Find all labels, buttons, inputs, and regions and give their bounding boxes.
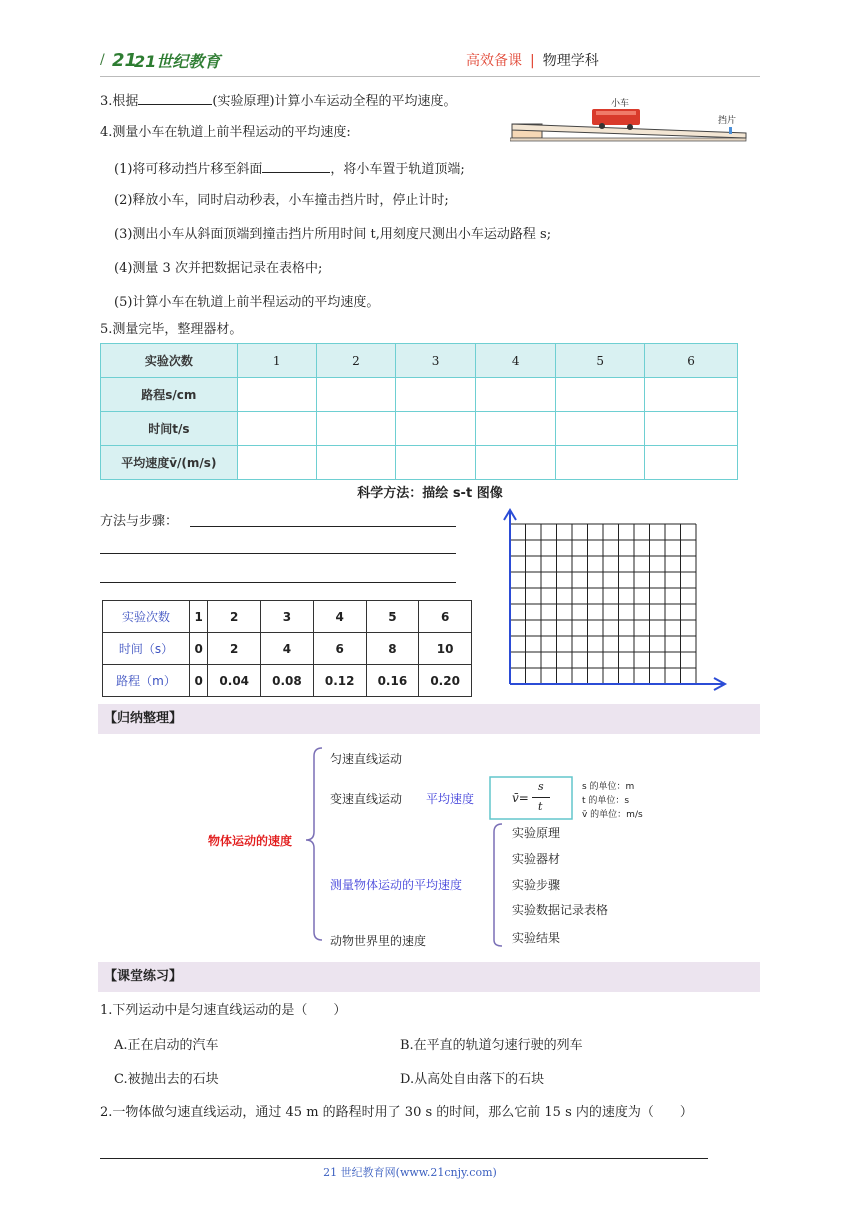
table-cell[interactable] [395,412,475,446]
row-label: 时间（s） [103,633,190,665]
table-cell[interactable] [237,378,316,412]
step-4: 4.测量小车在轨道上前半程运动的平均速度: [100,125,351,140]
table-cell: 4 [313,601,366,633]
table-cell: 6 [313,633,366,665]
table-cell[interactable] [556,378,645,412]
step-4-1 [114,158,465,179]
table-cell: 2 [208,601,261,633]
table-cell[interactable] [645,446,738,480]
table-cell: 4 [261,633,314,665]
q1-option-d[interactable]: D.从高处自由落下的石块 [400,1072,545,1087]
data-table [100,343,738,480]
header-subject-b: 物理学科 [542,53,599,69]
table-cell: 0 [190,665,208,697]
row-label: 平均速度v̄/(m/s) [101,446,238,480]
table-cell: 1 [190,601,208,633]
method-label-text: 方法与步骤： [100,514,179,529]
header-subject [466,50,599,70]
table-cell[interactable] [237,412,316,446]
method-label [100,513,178,531]
table-cell: 5 [366,601,419,633]
step-3-a: 3.根据 [100,94,139,109]
step-4-1-a: (1)将可移动挡片移至斜面 [114,162,263,177]
summary-title: 【归纳整理】 [98,704,760,734]
table-cell[interactable] [316,446,395,480]
svg-text:21: 21 [112,50,138,71]
table-row [101,446,738,480]
stopper-label: 挡片 [718,116,737,126]
method-blank-3 [100,582,456,583]
mindmap-item: 实验器材 [512,852,561,866]
table-header-cell: 6 [645,344,738,378]
step-3-b: (实验原理)计算小车运动全程的平均速度。 [212,94,457,109]
table-cell: 0.12 [313,665,366,697]
step-4-1-b: ，将小车置于轨道顶端; [330,162,465,177]
unit-s: s 的单位：m [582,782,635,792]
table-header-cell: 1 [237,344,316,378]
method-blank-1 [190,526,456,527]
table-row [103,601,472,633]
header-rule [100,76,760,77]
table-cell[interactable] [316,412,395,446]
table-row [101,378,738,412]
table-cell: 0.16 [366,665,419,697]
step-4-2: (2)释放小车，同时启动秒表，小车撞击挡片时，停止计时; [114,193,449,208]
question-2: 2.一物体做匀速直线运动，通过 45 m 的路程时用了 30 s 的时间，那么它前 15 s 内的速度为（ ） [100,1105,693,1120]
q1-option-a[interactable]: A.正在启动的汽车 [114,1038,219,1053]
table-cell: 6 [419,601,472,633]
step-3 [100,90,457,111]
mindmap-root: 物体运动的速度 [208,834,293,848]
car-label: 小车 [611,99,630,109]
table-cell: 2 [208,633,261,665]
table-cell: 0 [190,633,208,665]
step-4-4: (4)测量 3 次并把数据记录在表格中; [114,261,323,276]
q1-option-b[interactable]: B.在平直的轨道匀速行驶的列车 [400,1038,583,1053]
table-row [101,412,738,446]
step-4-3: (3)测出小车从斜面顶端到撞击挡片所用时间 t,用刻度尺测出小车运动路程 s; [114,227,552,242]
header-divider: | [530,53,535,69]
mindmap-uniform: 匀速直线运动 [330,752,403,766]
row-label: 路程s/cm [101,378,238,412]
table-cell[interactable] [476,446,556,480]
table-row [103,665,472,697]
table-cell[interactable] [476,412,556,446]
step-5: 5.测量完毕，整理器材。 [100,322,243,337]
mindmap-item: 实验结果 [512,931,561,945]
row-label: 路程（m） [103,665,190,697]
table-cell[interactable] [556,446,645,480]
table-cell: 10 [419,633,472,665]
step-4-1-blank [262,158,330,173]
table-cell[interactable] [645,378,738,412]
header-slash: / [100,52,105,68]
table-cell: 8 [366,633,419,665]
table-cell[interactable] [645,412,738,446]
mindmap-measure: 测量物体运动的平均速度 [330,878,463,892]
mindmap-avg-speed: 平均速度 [426,792,475,806]
st-graph-grid [500,506,732,692]
question-1: 1.下列运动中是匀速直线运动的是（ ） [100,1003,347,1018]
method-title: 科学方法：描绘 s-t 图像 [357,486,503,501]
footer-text: 21 世纪教育网(www.21cnjy.com) [323,1166,497,1179]
formula-bar [532,797,550,798]
table-cell: 0.20 [419,665,472,697]
incline-figure [510,96,750,144]
logo [112,46,222,72]
table-header-cell: 4 [476,344,556,378]
table-cell[interactable] [237,446,316,480]
method-blank-2 [100,553,456,554]
formula-lhs: v̄= [512,791,529,805]
step-3-blank [138,90,212,105]
row-label: 实验次数 [103,601,190,633]
unit-t: t 的单位：s [582,796,630,806]
table-cell[interactable] [556,412,645,446]
table-header-cell: 实验次数 [101,344,238,378]
table-header-row [101,344,738,378]
mindmap [190,742,670,952]
formula-den: t [538,800,543,813]
header-subject-a: 高效备课 [466,53,522,69]
mindmap-item: 实验数据记录表格 [512,903,609,917]
mindmap-variable: 变速直线运动 [330,792,403,806]
table-cell[interactable] [316,378,395,412]
table-cell: 0.08 [261,665,314,697]
row-label: 时间t/s [101,412,238,446]
mindmap-item: 实验原理 [512,826,561,840]
table-cell[interactable] [476,378,556,412]
logo-text: 21世纪教育 [134,52,221,71]
table-row [103,633,472,665]
q1-option-c[interactable]: C.被抛出去的石块 [114,1072,219,1087]
table-cell: 0.04 [208,665,261,697]
unit-v: v̄ 的单位：m/s [582,810,643,820]
table-header-cell: 2 [316,344,395,378]
mindmap-item: 实验步骤 [512,878,561,892]
mindmap-animal: 动物世界里的速度 [330,934,427,948]
table-cell: 3 [261,601,314,633]
table-cell[interactable] [395,378,475,412]
st-table [102,600,472,697]
table-cell[interactable] [395,446,475,480]
practice-title: 【课堂练习】 [98,962,760,992]
table-header-cell: 3 [395,344,475,378]
footer-rule [100,1158,708,1159]
formula-num: s [538,780,544,793]
table-header-cell: 5 [556,344,645,378]
step-4-5: (5)计算小车在轨道上前半程运动的平均速度。 [114,295,380,310]
